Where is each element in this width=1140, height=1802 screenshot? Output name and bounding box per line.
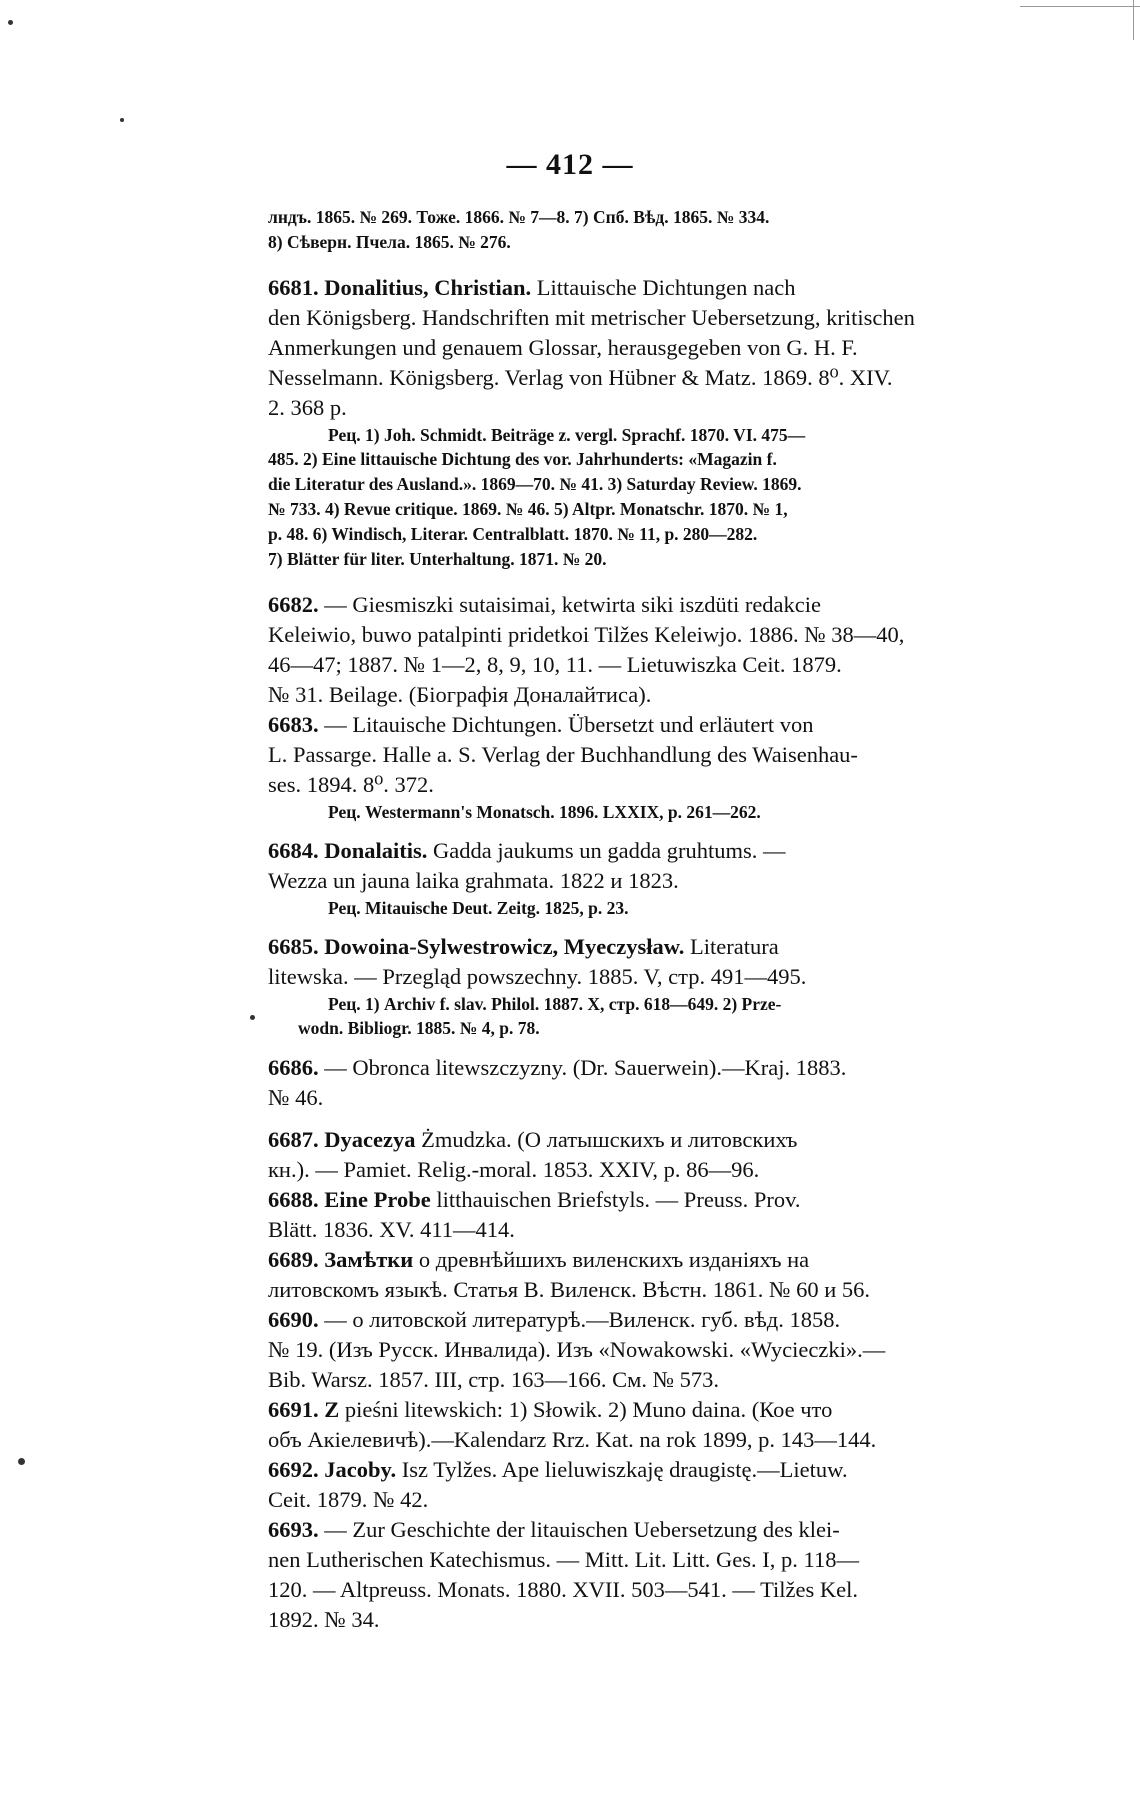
entry-text: Nesselmann. Königsberg. Verlag von Hübner & Matz. 1869. 8⁰. XIV. <box>268 365 893 390</box>
entry-text: — Zur Geschichte der litauischen Uebersetzung des klei- <box>324 1517 840 1542</box>
entry-text: Isz Tylžes. Ape lieluwiszkaję draugistę.—Lietuw. <box>401 1457 848 1482</box>
entry-number: 6690. <box>268 1307 319 1332</box>
scan-speck <box>120 118 124 122</box>
entry-author: Dowoina-Sylwestrowicz, Myeczysław. <box>324 934 685 959</box>
scan-speck <box>250 1015 255 1020</box>
review-block <box>268 423 1068 447</box>
entry-author: Donalaitis. <box>324 838 428 863</box>
review-line: 485. 2) Eine littauische Dichtung des vor. Jahrhunderts: «Magazin f. <box>268 449 777 469</box>
entry-author: Dyacezya <box>324 1127 416 1152</box>
entry-number: 6689. <box>268 1247 319 1272</box>
entry-6692 <box>268 1455 1068 1515</box>
entry-number: 6687. <box>268 1127 319 1152</box>
entry-6690 <box>268 1305 1068 1395</box>
entry-text: — Giesmiszki sutaisimai, ketwirta siki iszdüti redakcie <box>324 592 822 617</box>
entry-number: 6681. <box>268 275 319 300</box>
entry-text: pieśni litewskich: 1) Słowik. 2) Muno daina. (Кое что <box>344 1397 833 1422</box>
entry-text: 2. 368 p. <box>268 395 347 420</box>
entry-number: 6684. <box>268 838 319 863</box>
review-line: № 733. 4) Revue critique. 1869. № 46. 5) Altpr. Monatschr. 1870. № 1, <box>268 499 788 519</box>
entry-text: Literatura <box>690 934 779 959</box>
entry-number: 6691. <box>268 1397 319 1422</box>
entry-6681 <box>268 273 1068 572</box>
intro-line: лндъ. 1865. № 269. Тоже. 1866. № 7—8. 7) Спб. Вѣд. 1865. № 334. <box>268 207 770 227</box>
entry-6687 <box>268 1125 1068 1185</box>
entry-text: L. Passarge. Halle a. S. Verlag der Buchhandlung des Waisenhau- <box>268 742 858 767</box>
entry-text: — о литовской литературѣ.—Виленск. губ. вѣд. 1858. <box>324 1307 841 1332</box>
entry-author: Donalitius, Christian. <box>324 275 532 300</box>
entry-text: litthauischen Briefstyls. — Preuss. Prov. <box>436 1187 801 1212</box>
entry-text: Keleiwio, buwo patalpinti pridetkoi Tilžes Keleiwjo. 1886. № 38—40, <box>268 622 905 647</box>
entry-6682 <box>268 590 1068 710</box>
review-line: Рец. 1) Archiv f. slav. Philol. 1887. X, стр. 618—649. 2) Prze- <box>328 994 782 1014</box>
entry-number: 6692. <box>268 1457 319 1482</box>
entry-text: кн.). — Pamiet. Relig.-moral. 1853. XXIV, p. 86—96. <box>268 1157 760 1182</box>
entry-author: Замѣтки <box>324 1247 414 1272</box>
review-line: 7) Blätter für liter. Unterhaltung. 1871. № 20. <box>268 549 607 569</box>
entry-text: Blätt. 1836. XV. 411—414. <box>268 1217 515 1242</box>
entry-author: Z <box>324 1397 340 1422</box>
review-line: Рец. Westermann's Monatsch. 1896. LXXIX, p. 261—262. <box>328 802 761 822</box>
entry-text: den Königsberg. Handschriften mit metrischer Uebersetzung, kritischen <box>268 305 915 330</box>
scan-edge-line <box>1020 0 1140 7</box>
entry-6689 <box>268 1245 1068 1305</box>
entry-6685 <box>268 932 1068 1041</box>
scan-edge-line <box>1133 0 1134 40</box>
page-number: — 412 — <box>506 148 634 181</box>
review-line: die Literatur des Ausland.». 1869—70. № 41. 3) Saturday Review. 1869. <box>268 474 802 494</box>
scan-speck <box>18 1458 25 1465</box>
entry-text: Ceit. 1879. № 42. <box>268 1487 429 1512</box>
entry-6683 <box>268 710 1068 824</box>
entry-6686 <box>268 1053 1068 1113</box>
review-line: Рец. 1) Joh. Schmidt. Beiträge z. vergl. Sprachf. 1870. VI. 475— <box>328 425 806 445</box>
entry-text: объ Акіелевичѣ).—Kalendarz Rrz. Kat. na rok 1899, p. 143—144. <box>268 1427 877 1452</box>
entry-text: 1892. № 34. <box>268 1607 380 1632</box>
entry-text: — Obronca litewszczyzny. (Dr. Sauerwein).—Kraj. 1883. <box>324 1055 847 1080</box>
entry-text: — Litauische Dichtungen. Übersetzt und erläutert von <box>324 712 814 737</box>
entry-number: 6688. <box>268 1187 319 1212</box>
entry-text: 46—47; 1887. № 1—2, 8, 9, 10, 11. — Lietuwiszka Ceit. 1879. <box>268 652 842 677</box>
entry-number: 6682. <box>268 592 319 617</box>
intro-line: 8) Сѣверн. Пчела. 1865. № 276. <box>268 232 511 252</box>
entry-text: Gadda jaukums un gadda gruhtums. — <box>433 838 786 863</box>
entry-text: Anmerkungen und genauem Glossar, herausgegeben von G. H. F. <box>268 335 858 360</box>
entry-text: 120. — Altpreuss. Monats. 1880. XVII. 503—541. — Tilžes Kel. <box>268 1577 858 1602</box>
entry-text: Wezza un jauna laika grahmata. 1822 и 1823. <box>268 868 679 893</box>
entry-text: Żmudzka. (О латышскихъ и литовскихъ <box>421 1127 798 1152</box>
entry-text: Littauische Dichtungen nach <box>536 275 796 300</box>
entry-number: 6685. <box>268 934 319 959</box>
entry-text: № 19. (Изъ Русск. Инвалида). Изъ «Nowakowski. «Wycieczki».— <box>268 1337 886 1362</box>
entry-text: о древнѣйшихъ виленскихъ изданіяхъ на <box>418 1247 810 1272</box>
review-line: p. 48. 6) Windisch, Literar. Centralblatt. 1870. № 11, p. 280—282. <box>268 524 758 544</box>
review-line: Рец. Mitauische Deut. Zeitg. 1825, p. 23. <box>328 898 629 918</box>
entry-6693 <box>268 1515 1068 1635</box>
bibliography-column <box>268 205 1068 1635</box>
entry-text: litewska. — Przegląd powszechny. 1885. V, стр. 491—495. <box>268 964 807 989</box>
entry-text: nen Lutherischen Katechismus. — Mitt. Lit. Litt. Ges. I, p. 118— <box>268 1547 859 1572</box>
scan-speck <box>8 20 13 25</box>
entry-text: № 31. Beilage. (Біографія Доналайтиса). <box>268 682 652 707</box>
entry-text: № 46. <box>268 1085 324 1110</box>
entry-author: Eine Probe <box>324 1187 431 1212</box>
review-line: wodn. Bibliogr. 1885. № 4, p. 78. <box>298 1018 540 1038</box>
entry-text: ses. 1894. 8⁰. 372. <box>268 772 434 797</box>
entry-number: 6693. <box>268 1517 319 1542</box>
entry-number: 6683. <box>268 712 319 737</box>
entry-number: 6686. <box>268 1055 319 1080</box>
entry-author: Jacoby. <box>324 1457 397 1482</box>
entry-6688 <box>268 1185 1068 1245</box>
entry-6684 <box>268 836 1068 920</box>
entry-6691 <box>268 1395 1068 1455</box>
entry-text: литовскомъ языкѣ. Статья В. Виленск. Вѣстн. 1861. № 60 и 56. <box>268 1277 871 1302</box>
entry-text: Bib. Warsz. 1857. III, стр. 163—166. См. № 573. <box>268 1367 720 1392</box>
